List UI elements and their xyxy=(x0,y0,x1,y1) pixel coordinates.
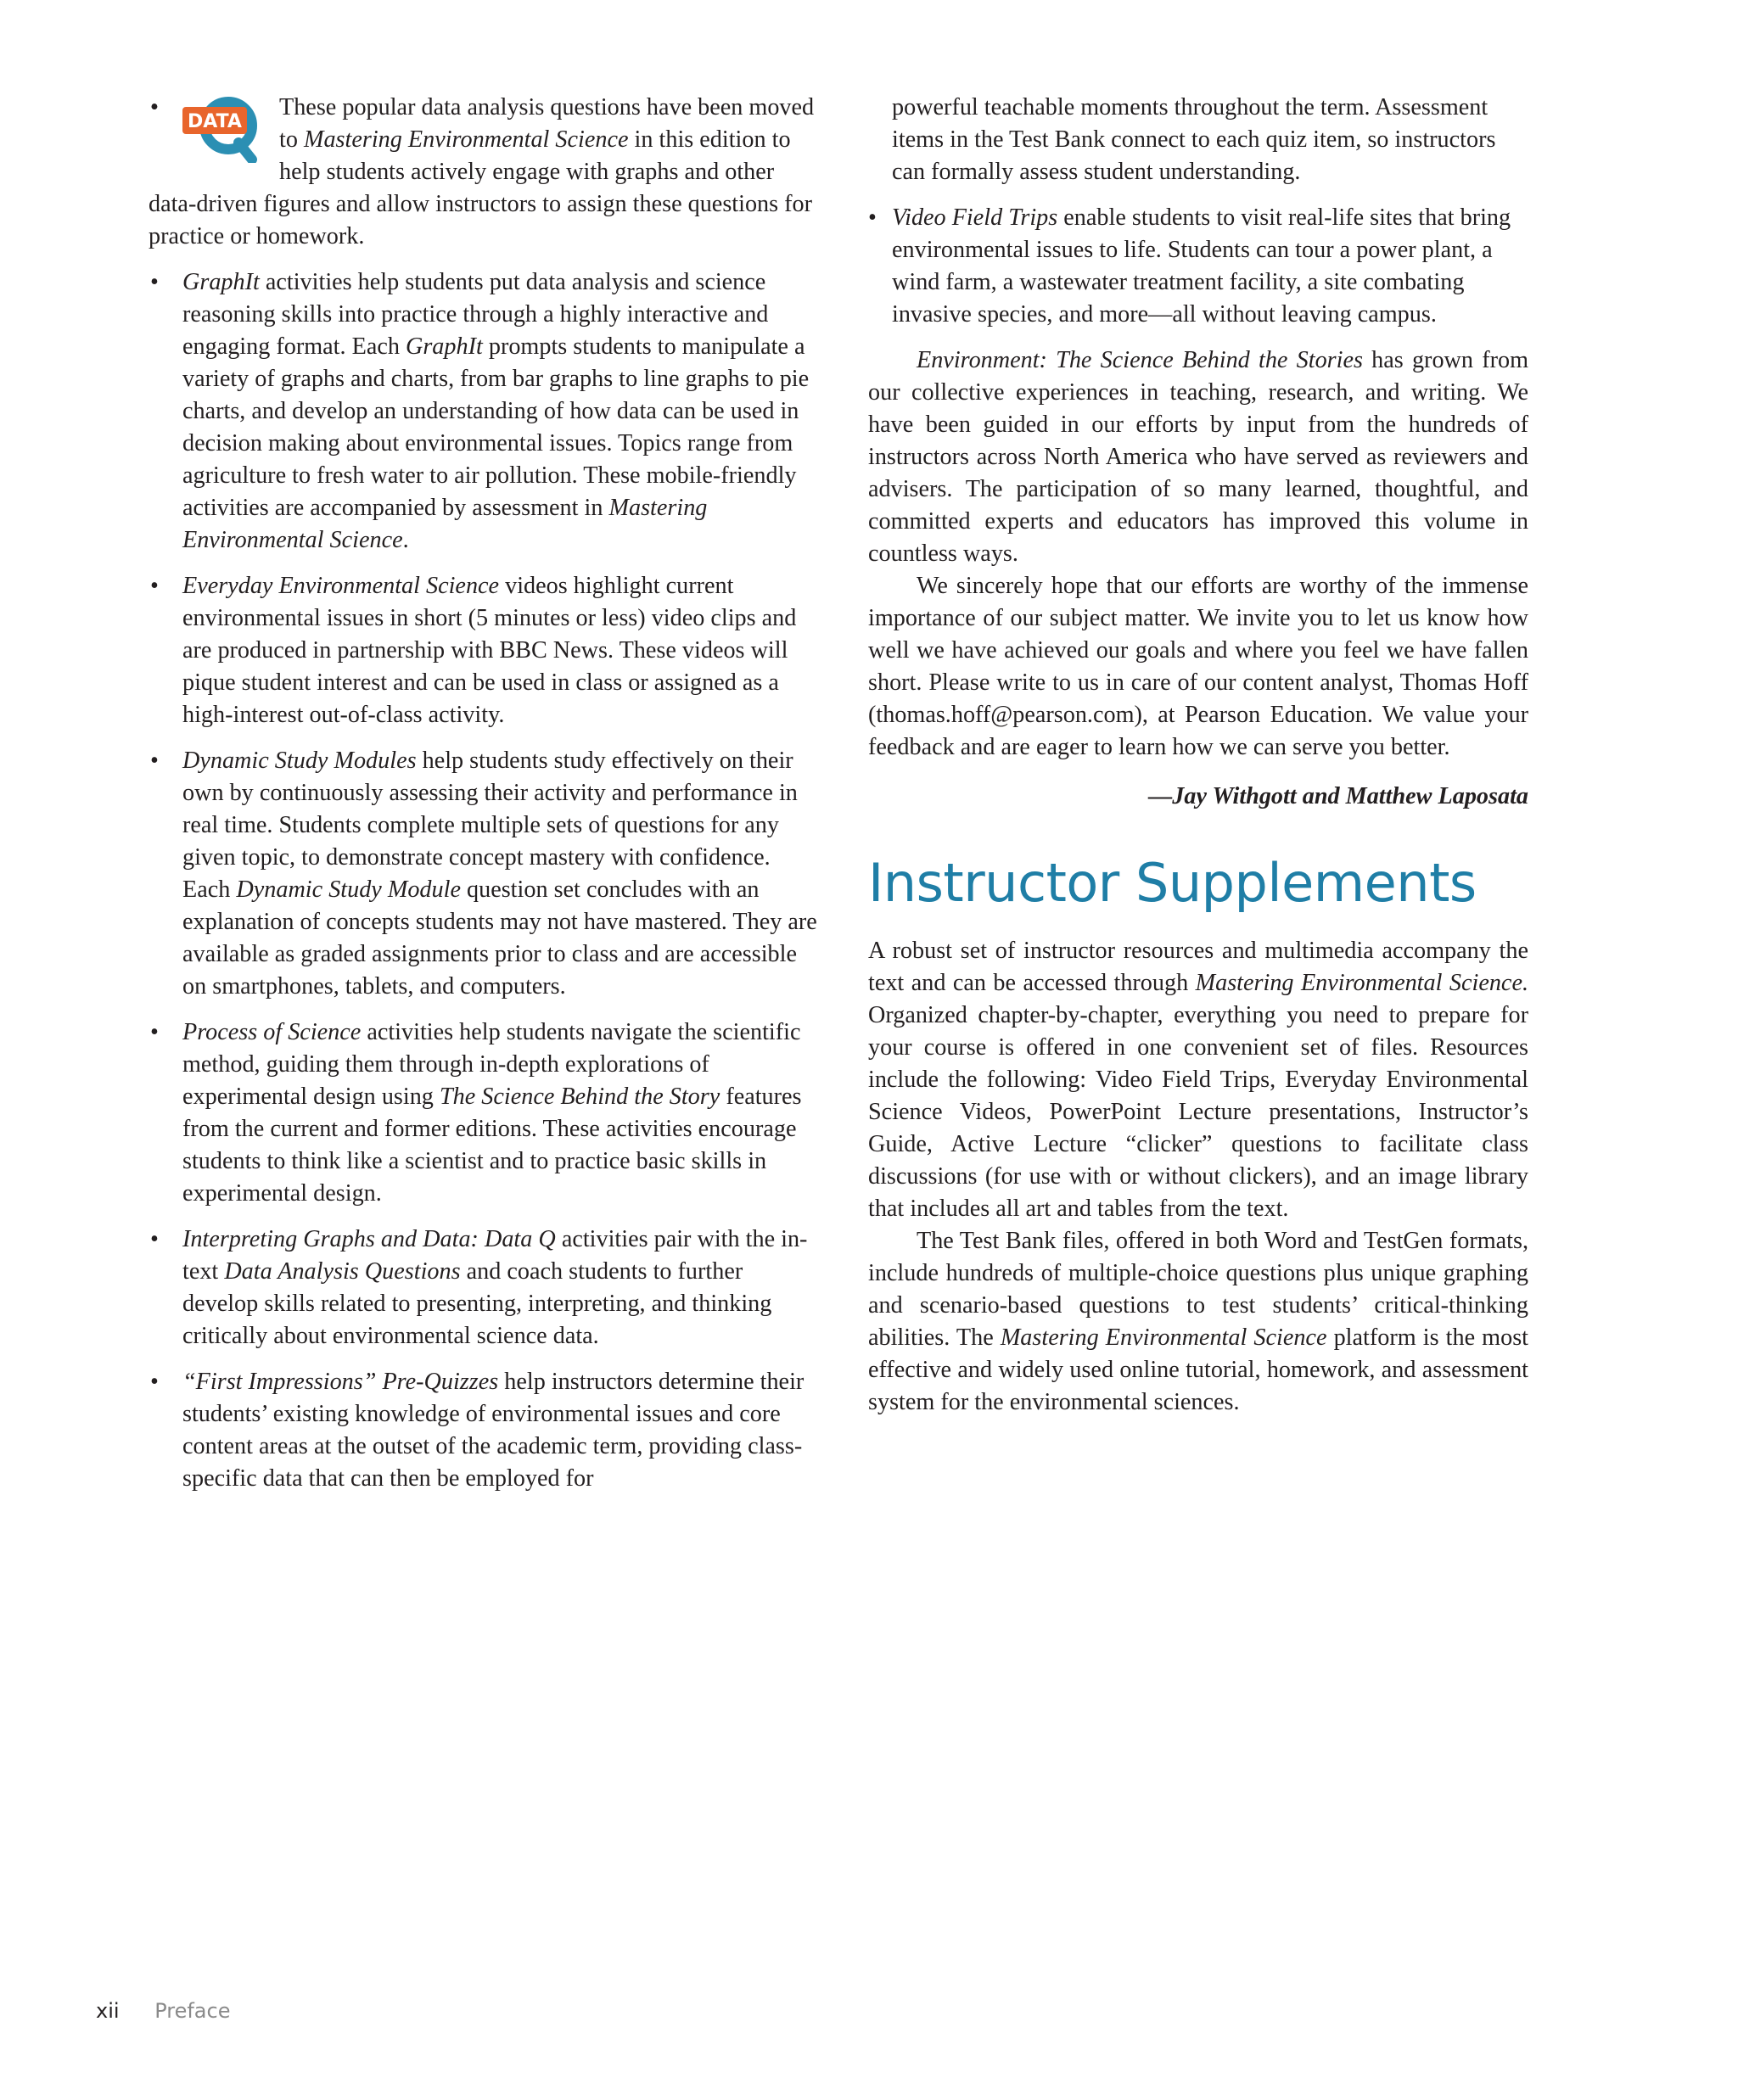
bullet-video-field-trips xyxy=(868,202,1528,331)
bullet-continuation xyxy=(868,92,1528,188)
preface-paragraph-1: Environment: The Science Behind the Stories has grown from our collective experiences in teaching, research, and writing. We have been guided in our efforts by input from the hundreds of instructors across North America who have served as reviewers and advisers. The participation of so many learned, thoughtful, and committed experts and educators has improved this volume in countless ways. xyxy=(868,347,1528,567)
bullet-first-impressions xyxy=(149,1366,823,1495)
section-heading: Instructor Supplements xyxy=(868,852,1477,914)
bullet-text: Process of Science activities help students navigate the scientific method, guiding them through in-depth explorations of experimental design using The Science Behind the Story features from the current and former editions. These activities encourage students to think like a scientist and to practice basic skills in experimental design. xyxy=(182,1019,802,1207)
supplements-paragraph-1: A robust set of instructor resources and multimedia accompany the text and can be accessed through Mastering Environmental Science. Organized chapter-by-chapter, everything you need to prepare for your course is offered in one convenient set of files. Resources include the following: Video Field Trips, Everyday Environmental Science Videos, PowerPoint Lecture presentations, Instructor’s Guide, Active Lecture “clicker” questions to facilitate class discussions (for use with or without clickers), and an image library that includes all art and tables from the text. xyxy=(868,938,1528,1222)
bullet-graphit xyxy=(149,266,823,557)
page-number: xii xyxy=(96,1999,120,2023)
bullet-interpreting-graphs xyxy=(149,1224,823,1352)
bullet-text: GraphIt activities help students put data analysis and science reasoning skills into practice through a highly interactive and engaging format. Each GraphIt prompts students to manipulate a variety of graphs and charts, from bar graphs to line graphs to pie charts, and develop an understanding of how data can be used in decision making about environmental issues. Topics range from agriculture to fresh water to air pollution. These mobile-friendly activities are accompanied by assessment in Mastering Environmental Science. xyxy=(182,269,810,553)
bullet-text: These popular data analysis questions have been moved to Mastering Environmental Science in this edition to help students actively engage with graphs and other data-driven figures and allow instructors to assign these questions for practice or homework. xyxy=(149,94,815,249)
data-q-icon xyxy=(181,95,267,163)
bullet-text: Dynamic Study Modules help students study effectively on their own by continuously assessing their activity and performance in real time. Students complete multiple sets of questions for any given topic, to demonstrate concept mastery with confidence. Each Dynamic Study Module question set concludes with an explanation of concepts students may not have mastered. They are available as graded assignments prior to class and are accessible on smartphones, tablets, and computers. xyxy=(182,748,817,1000)
bullet-data-q xyxy=(149,92,823,253)
bullet-text: Everyday Environmental Science videos highlight current environmental issues in short (5 minutes or less) video clips and are produced in partnership with BBC News. These videos will pique student interest and can be used in class or assigned as a high-interest out-of-class activity. xyxy=(182,573,797,728)
bullet-text: powerful teachable moments throughout the term. Assessment items in the Test Bank connect to each quiz item, so instructors can formally assess student understanding. xyxy=(892,94,1496,185)
bullet-text: Video Field Trips enable students to visit real-life sites that bring environmental issues to life. Students can tour a power plant, a wind farm, a wastewater treatment facility, a site combating invasive species, and more—all without leaving campus. xyxy=(892,204,1511,328)
section-label: Preface xyxy=(154,1999,231,2023)
bullet-text: “First Impressions” Pre-Quizzes help instructors determine their students’ existing knowledge of environmental issues and core content areas at the outset of the academic term, providing class-specific data that can then be employed for xyxy=(182,1369,805,1492)
data-q-icon-label: DATA xyxy=(188,111,242,132)
author-signature: —Jay Withgott and Matthew Laposata xyxy=(1148,783,1528,809)
bullet-everyday-science xyxy=(149,570,823,731)
bullet-text: Interpreting Graphs and Data: Data Q activities pair with the in-text Data Analysis Questions and coach students to further develop skills related to presenting, interpreting, and thinking critically about environmental science data. xyxy=(182,1226,808,1349)
page-footer xyxy=(96,1999,230,2023)
bullet-process-of-science xyxy=(149,1016,823,1210)
feature-bullet-list xyxy=(149,92,823,1495)
left-column xyxy=(149,92,823,1509)
right-column xyxy=(868,92,1528,1419)
bullet-dynamic-study-modules xyxy=(149,745,823,1003)
bullet-dot: • • xyxy=(150,94,159,120)
supplements-paragraph-2: The Test Bank files, offered in both Word and TestGen formats, include hundreds of multiple-choice questions plus unique graphing and scenario-based questions to test students’ critical-thinking abilities. The Mastering Environmental Science platform is the most effective and widely used online tutorial, homework, and assessment system for the environmental sciences. xyxy=(868,1228,1529,1415)
continued-bullet-list xyxy=(868,92,1528,331)
preface-paragraph-2: We sincerely hope that our efforts are worthy of the immense importance of our subject matter. We invite you to let us know how well we have achieved our goals and where you feel we have fallen short. Please write to us in care of our content analyst, Thomas Hoff (thomas.hoff@pearson.com), at Pearson Education. We value your feedback and are eager to learn how we can serve you better. xyxy=(868,573,1528,760)
